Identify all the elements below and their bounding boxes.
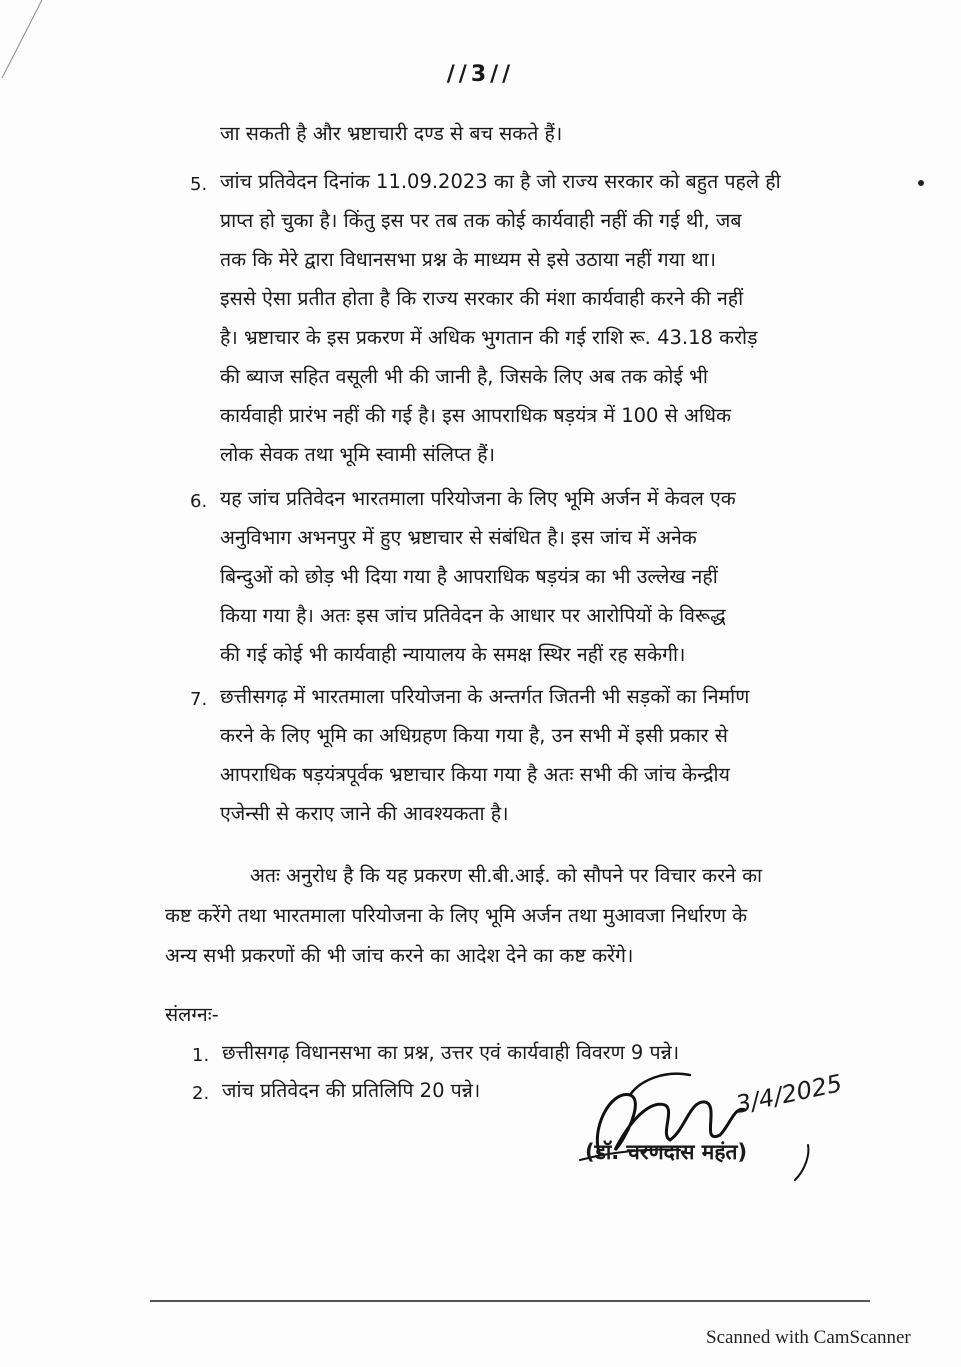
item-5-line-7: कार्यवाही प्रारंभ नहीं की गई है। इस आपराधिक षड़यंत्र में 100 से अधिक	[220, 404, 731, 427]
item-6-line-1: यह जांच प्रतिवेदन भारतमाला परियोजना के लिए भूमि अर्जन में केवल एक	[220, 487, 736, 510]
enclosure-1-number: 1.	[192, 1045, 210, 1066]
item-6-line-2: अनुविभाग अभनपुर में हुए भ्रष्टाचार से संबंधित है। इस जांच में अनेक	[220, 526, 697, 549]
item-6-line-4: किया गया है। अतः इस जांच प्रतिवेदन के आधार पर आरोपियों के विरूद्ध	[220, 604, 726, 627]
item-7-number: 7.	[190, 689, 208, 710]
request-line-1: अतः अनुरोध है कि यह प्रकरण सी.बी.आई. को सौपने पर विचार करने का	[250, 864, 763, 887]
item-6-number: 6.	[190, 491, 208, 512]
enclosure-2-text: जांच प्रतिवेदन की प्रतिलिपि 20 पन्ने।	[222, 1079, 481, 1102]
item-7-line-3: आपराधिक षड़यंत्रपूर्वक भ्रष्टाचार किया गया है अतः सभी की जांच केन्द्रीय	[220, 763, 730, 786]
item-5-number: 5.	[190, 174, 208, 195]
enclosure-1-text: छत्तीसगढ़ विधानसभा का प्रश्न, उत्तर एवं कार्यवाही विवरण 9 पन्ने।	[222, 1041, 680, 1064]
request-line-3: अन्य सभी प्रकरणों की भी जांच करने का आदेश देने का कष्ट करेंगे।	[165, 944, 634, 967]
request-line-2: कष्ट करेंगे तथा भारतमाला परियोजना के लिए भूमि अर्जन तथा मुआवजा निर्धारण के	[165, 904, 748, 927]
margin-dot	[918, 180, 924, 186]
item-5-line-1: जांच प्रतिवेदन दिनांक 11.09.2023 का है जो राज्य सरकार को बहुत पहले ही	[220, 170, 781, 193]
page-number: //3//	[446, 62, 515, 87]
scanner-watermark: Scanned with CamScanner	[706, 1327, 911, 1348]
item-5-line-5: है। भ्रष्टाचार के इस प्रकरण में अधिक भुगतान की गई राशि रू. 43.18 करोड़	[220, 326, 758, 349]
item-7-line-1: छत्तीसगढ़ में भारतमाला परियोजना के अन्तर्गत जितनी भी सड़कों का निर्माण	[220, 685, 750, 708]
enclosure-2-number: 2.	[192, 1083, 210, 1104]
item-5-line-6: की ब्याज सहित वसूली भी की जानी है, जिसके लिए अब तक कोई भी	[220, 365, 708, 388]
enclosures-label: संलग्नः-	[165, 1003, 219, 1026]
intro-line: जा सकती है और भ्रष्टाचारी दण्ड से बच सकते हैं।	[220, 122, 563, 145]
item-5-line-2: प्राप्त हो चुका है। किंतु इस पर तब तक कोई कार्यवाही नहीं की गई थी, जब	[220, 209, 742, 232]
signature-date: 3/4/2025	[733, 1069, 845, 1119]
item-6-line-5: की गई कोई भी कार्यवाही न्यायालय के समक्ष स्थिर नहीं रह सकेगी।	[220, 643, 686, 666]
item-7-line-4: एजेन्सी से कराए जाने की आवश्यकता है।	[220, 802, 509, 825]
item-6-line-3: बिन्दुओं को छोड़ भी दिया गया है आपराधिक षड़यंत्र का भी उल्लेख नहीं	[220, 565, 718, 588]
signatory-name: (डॉ. चरणदास महंत)	[585, 1140, 748, 1164]
item-5-line-8: लोक सेवक तथा भूमि स्वामी संलिप्त हैं।	[220, 443, 495, 466]
item-5-line-4: इससे ऐसा प्रतीत होता है कि राज्य सरकार की मंशा कार्यवाही करने की नहीं	[220, 287, 744, 310]
page-bottom-rule	[150, 1300, 870, 1302]
item-7-line-2: करने के लिए भूमि का अधिग्रहण किया गया है, उन सभी में इसी प्रकार से	[220, 724, 728, 747]
item-5-line-3: तक कि मेरे द्वारा विधानसभा प्रश्न के माध्यम से इसे उठाया नहीं गया था।	[220, 248, 717, 271]
